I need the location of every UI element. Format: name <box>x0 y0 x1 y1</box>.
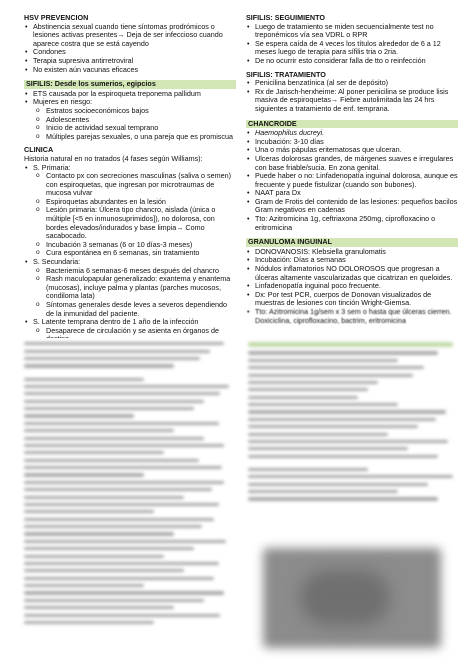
list-item: • Incubación: Días a semanas <box>246 256 458 265</box>
list-item: • Rx de Jarisch-herxheime: Al poner penicilina se produce lisis masiva de espiroquetas→ Fiebre autolimitada las 24 hrs siguientes a tratamiento de enf. temprana. <box>246 88 458 114</box>
list-item: • Se espera caída de 4 veces los títulos alrededor de 6 a 12 meses luego de terapia para sífilis tria o 2ria. <box>246 40 458 57</box>
hsv-prevencion-heading: HSV PREVENCION <box>24 13 89 22</box>
list-item: • Dx: Por test PCR, cuerpos de Donovan visualizados de muestras de lesiones con tinción Wright-Giemsa. <box>246 291 458 308</box>
list-item: • Terapia supresiva antirretroviral <box>24 57 236 66</box>
sub-list-item: o Lesión primaria: Úlcera tipo chancro, aislada (única o múltiple [<5 en inmunosuprimidos]), no dolorosa, con bordes elevados/indurados y base limpia→ Como sacabocado. <box>24 206 236 240</box>
list-item: • ETS causada por la espiroqueta treponema pallidum <box>24 90 236 99</box>
list-item: • Puede haber o no: Linfadenopatía inguinal dolorosa, aunque es frecuente y puede fistulizar (cuando son bubones). <box>246 172 458 189</box>
sub-list-item: o Cura espontánea en 6 semanas, sin tratamiento <box>24 249 236 258</box>
list-item: • Mujeres en riesgo: <box>24 98 236 107</box>
list-item: • Una o más pápulas eritematosas que ulceran. <box>246 146 458 155</box>
list-item: • Nódulos inflamatorios NO DOLOROSOS que progresan a úlceras altamente vascularizadas que cicatrizan en queloides. <box>246 265 458 282</box>
list-item: • S. Primaria: <box>24 164 236 173</box>
sub-list-item: o Inicio de actividad sexual temprano <box>24 124 236 133</box>
list-item: • NAAT para Dx <box>246 189 458 198</box>
sub-list-item: o Síntomas generales desde leves a severos dependiendo de la inmunidad del paciente. <box>24 301 236 318</box>
list-item: • Luego de tratamiento se miden secuencialmente test no treponémicos vía sea VDRL o RPR <box>246 23 458 40</box>
list-item: • Tto: Azitromicina 1g/sem x 3 sem o hasta que úlceras cierren. Doxiciclina, ciprofloxacino, bactrim, eritromicina <box>246 308 458 325</box>
list-item: • Abstinencia sexual cuando tiene síntomas prodrómicos o lesiones activas presentes→ Deja de ser infeccioso cuando aparece costra que se está cayendo <box>24 23 236 49</box>
sub-list-item: o Desaparece de circulación y se asienta en órganos de <box>24 327 236 344</box>
list-item: • Gram de Frotis del contenido de las lesiones: pequeños bacilos Gram negativos en cadenas <box>246 198 458 215</box>
blurred-image-detail <box>300 570 390 625</box>
list-item: • Ulceras dolorosas grandes, de márgenes suaves e irregulares con base friable/sucia. En zona genital. <box>246 155 458 172</box>
clinica-intro: Historia natural en no tratados (4 fases según Williams): <box>24 153 203 163</box>
blurred-left-text <box>24 338 234 624</box>
sub-list-item: o Adolescentes <box>24 116 236 125</box>
list-item: • DONOVANOSIS: Klebsiella granulomatis <box>246 248 458 257</box>
list-item: • Haemophilus ducreyi. <box>246 129 458 138</box>
sub-list-item: o Rash maculopapular generalizado: exantema y enantema (mucosas), incluye palma y plantas (parches mucosos, condiloma lata) <box>24 275 236 301</box>
blurred-content-area <box>0 338 474 670</box>
list-item: • Incubación: 3-10 días <box>246 138 458 147</box>
left-column <box>24 14 236 353</box>
sub-list-item: o Estratos socioeconómicos bajos <box>24 107 236 116</box>
list-item: • Penicilina benzatínica (al ser de depósito) <box>246 79 458 88</box>
right-column <box>246 14 458 325</box>
seguimiento-heading: SIFILIS: SEGUIMIENTO <box>246 13 325 22</box>
sub-list-item: o Contacto px con secreciones masculinas (saliva o semen) con espiroquetas, que ingresan por microtraumas de mucosa vulvar <box>24 172 236 198</box>
granuloma-heading: GRANULOMA INGUINAL <box>246 238 458 247</box>
list-item: • Condones <box>24 48 236 57</box>
list-item: • S. Latente temprana dentro de 1 año de la infección <box>24 318 236 327</box>
blurred-right-text <box>248 338 458 501</box>
tratamiento-heading: SIFILIS: TRATAMIENTO <box>246 69 326 79</box>
sub-list-item: o Incubación 3 semanas (6 or 10 días-3 meses) <box>24 241 236 250</box>
list-item: • De no ocurrir esto considerar falla de tto o reinfección <box>246 57 458 66</box>
sub-list-item: o Espiroquetas abundantes en la lesión <box>24 198 236 207</box>
list-item: • Linfadenopatía inguinal poco frecuente. <box>246 282 458 291</box>
clinica-heading: CLINICA <box>24 145 54 155</box>
sifilis-heading: SIFILIS: Desde los sumerios, egipcios <box>24 80 236 89</box>
chancroide-heading: CHANCROIDE <box>246 120 458 129</box>
list-item: • No existen aún vacunas eficaces <box>24 66 236 75</box>
list-item: • Tto: Azitromicina 1g, ceftriaxona 250mg, ciprofloxacino o eritromicina <box>246 215 458 232</box>
sub-list-item: o Múltiples parejas sexuales, o una pareja que es promiscua <box>24 133 236 142</box>
list-item: • S. Secundaria: <box>24 258 236 267</box>
sub-list-item: o Bacteriemia 6 semanas-6 meses después del chancro <box>24 267 236 276</box>
